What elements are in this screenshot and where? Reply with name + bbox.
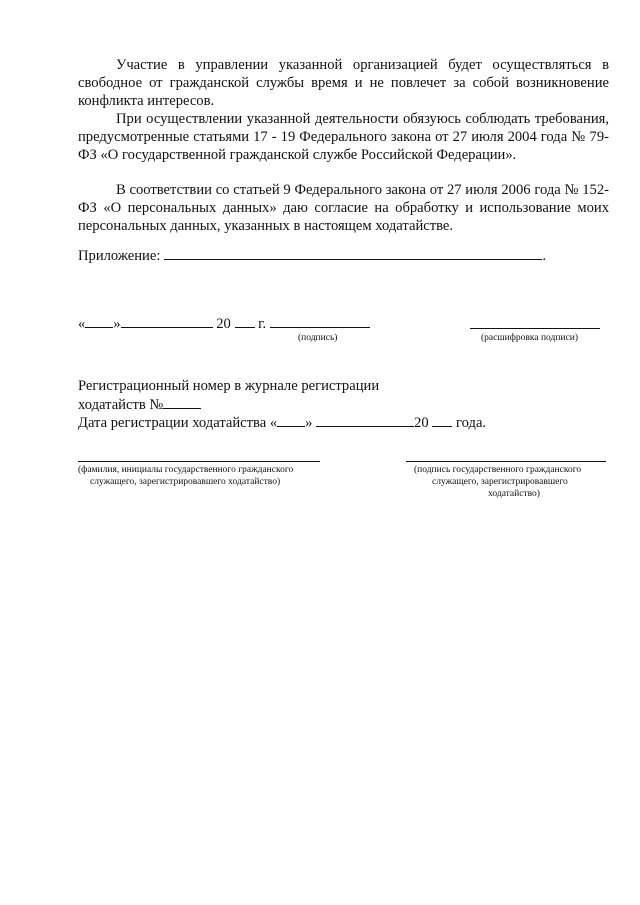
year-blank[interactable] [235, 314, 255, 328]
paragraph-obligations: При осуществлении указанной деятельности обязуюсь соблюдать требования, предусмотренные статьями 17 - 19 Федерального закона от 27 июля 2004 года № 79-ФЗ «О государственной гражданской службе Российской Федерации». [78, 111, 609, 163]
registrar-name-line[interactable] [78, 461, 320, 462]
attachment-row [78, 246, 546, 265]
signature-date-row [78, 314, 370, 333]
registrar-signature-line[interactable] [406, 461, 606, 462]
paragraph-participation: Участие в управлении указанной организацией будет осуществляться в свободное от гражданской службы время и не повлечет за собой возникновение конфликта интересов. [78, 57, 609, 109]
quote-close: » [113, 316, 121, 332]
quote-open: « [78, 316, 86, 332]
reg-quote-close: » [305, 415, 313, 431]
registration-number-label: ходатайств № [78, 397, 164, 413]
registration-line-2 [78, 395, 201, 414]
registrar-name-caption-2: служащего, зарегистрировавшего ходатайство) [90, 477, 281, 487]
attachment-end: . [542, 248, 547, 264]
month-blank[interactable] [121, 314, 213, 328]
reg-year-prefix: 20 [414, 415, 429, 431]
reg-month-blank[interactable] [316, 413, 414, 427]
reg-quote-open: « [269, 415, 278, 431]
reg-year-suffix: года. [456, 415, 487, 431]
signature-caption: (подпись) [298, 333, 338, 343]
registration-number-blank[interactable] [163, 395, 201, 409]
registrar-signature-caption-1: (подпись государственного гражданского [414, 465, 582, 475]
attachment-blank[interactable] [164, 246, 542, 260]
signature-decode-caption: (расшифровка подписи) [481, 333, 578, 343]
registrar-signature-caption-3: ходатайство) [488, 489, 540, 499]
signature-blank[interactable] [270, 314, 370, 328]
reg-year-blank[interactable] [432, 413, 452, 427]
year-prefix: 20 [216, 316, 231, 332]
registrar-signature-caption-2: служащего, зарегистрировавшего [432, 477, 568, 487]
registration-date-row [78, 413, 486, 432]
day-blank[interactable] [85, 314, 113, 328]
attachment-label: Приложение: [78, 248, 161, 264]
year-suffix: г. [258, 316, 267, 332]
reg-day-blank[interactable] [277, 413, 305, 427]
registration-date-label: Дата регистрации ходатайства [78, 415, 267, 431]
signature-decode-line[interactable] [470, 328, 600, 329]
registrar-name-caption-1: (фамилия, инициалы государственного гражданского [78, 465, 294, 475]
paragraph-consent: В соответствии со статьей 9 Федерального закона от 27 июля 2006 года № 152-ФЗ «О персональных данных» даю согласие на обработку и использование моих персональных данных, указанных в настоящем ходатайстве. [78, 182, 609, 234]
registration-line-1: Регистрационный номер в журнале регистрации [78, 378, 380, 394]
